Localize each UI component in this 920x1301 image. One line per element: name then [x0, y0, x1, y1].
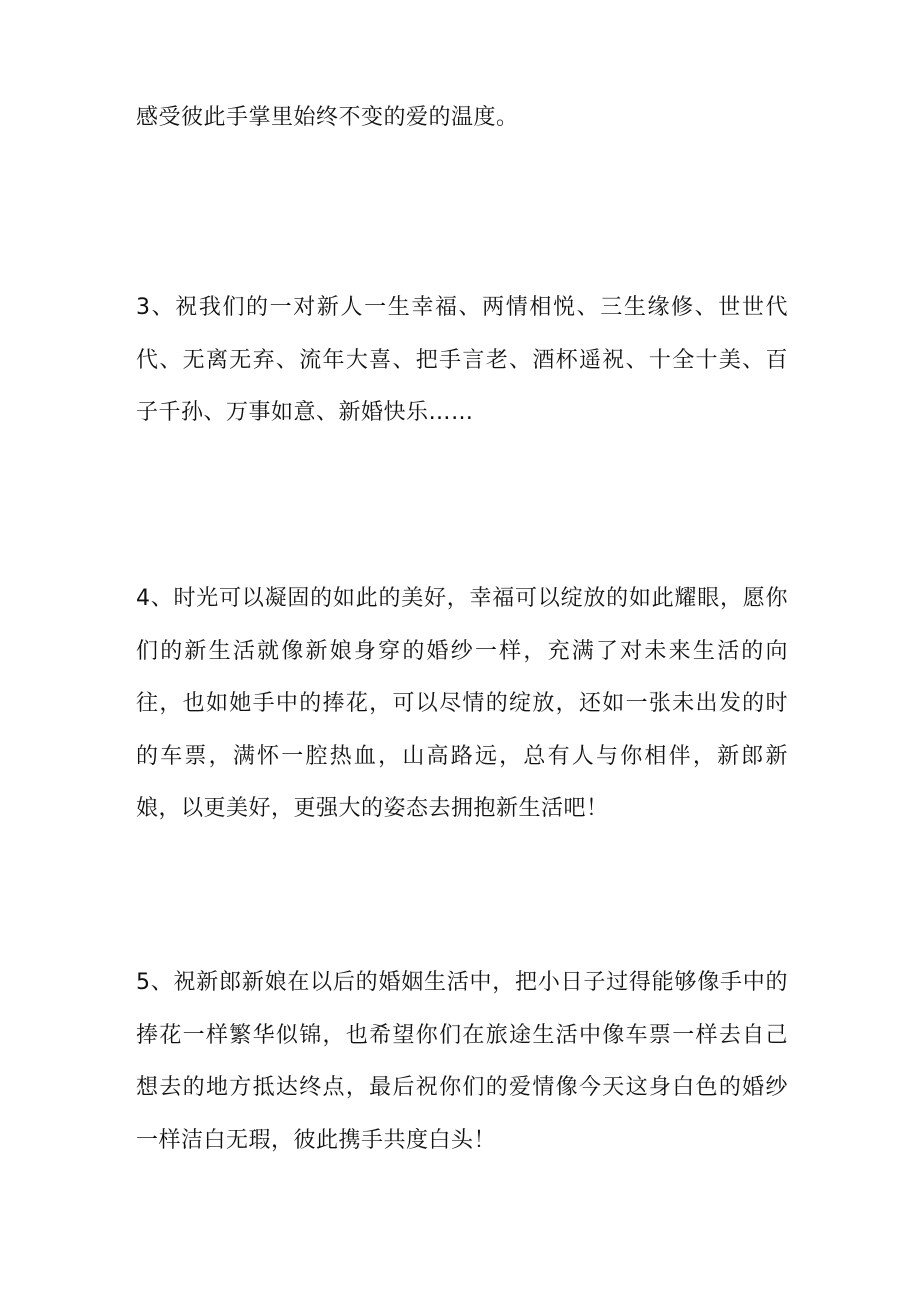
paragraph-item-5: 5、祝新郎新娘在以后的婚姻生活中，把小日子过得能够像手中的捧花一样繁华似锦，也希望你们在旅途生活中像车票一样去自己想去的地方抵达终点，最后祝你们的爱情像今天这身白色的婚纱一样洁白无瑕，彼此携手共度白头！: [136, 970, 788, 1153]
paragraph-item-3: 3、祝我们的一对新人一生幸福、两情相悦、三生缘修、世世代代、无离无弃、流年大喜、把手言老、酒杯遥祝、十全十美、百子千孙、万事如意、新婚快乐……: [136, 295, 788, 425]
paragraph-item-4: 4、时光可以凝固的如此的美好，幸福可以绽放的如此耀眼，愿你们的新生活就像新娘身穿的婚纱一样，充满了对未来生活的向往，也如她手中的捧花，可以尽情的绽放，还如一张未出发的时的车票，满怀一腔热血，山高路远，总有人与你相伴，新郎新娘，以更美好，更强大的姿态去拥抱新生活吧！: [136, 586, 788, 821]
paragraph-continuation: 感受彼此手掌里始终不变的爱的温度。: [136, 105, 519, 130]
